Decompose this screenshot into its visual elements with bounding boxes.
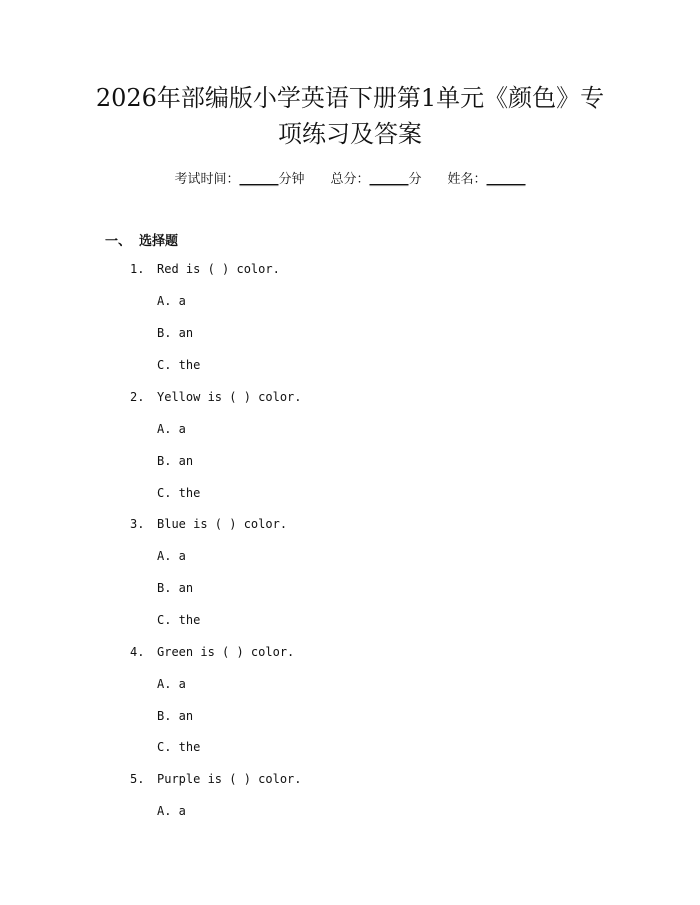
question-text: Red is ( ) color. xyxy=(157,262,280,276)
exam-time-unit: 分钟 xyxy=(278,172,305,187)
question-1 xyxy=(130,262,280,276)
student-name-blank: ______ xyxy=(486,172,526,187)
question-4-option-b: B. an xyxy=(157,709,194,723)
question-2 xyxy=(130,390,302,404)
question-3-option-b: B. an xyxy=(157,581,194,595)
question-4-option-a: A. a xyxy=(157,677,186,691)
question-3-option-a: A. a xyxy=(157,549,186,563)
total-score-unit: 分 xyxy=(408,172,422,187)
question-2-option-a: A. a xyxy=(157,422,186,436)
question-5 xyxy=(130,772,302,786)
question-number: 1. xyxy=(130,262,145,276)
question-1-option-c: C. the xyxy=(157,358,201,372)
question-number: 4. xyxy=(130,645,145,659)
section-title: 选择题 xyxy=(139,234,179,249)
exam-time-label: 考试时间： xyxy=(174,172,240,187)
question-number: 5. xyxy=(130,772,145,786)
student-name-label: 姓名： xyxy=(447,172,487,187)
document-title: 2026年部编版小学英语下册第1单元《颜色》专项练习及答案 xyxy=(95,84,605,148)
question-3-option-c: C. the xyxy=(157,613,201,627)
exam-time-blank: ______ xyxy=(239,172,279,187)
question-3 xyxy=(130,517,287,531)
question-2-option-b: B. an xyxy=(157,454,194,468)
total-score-label: 总分： xyxy=(330,172,370,187)
question-4 xyxy=(130,645,294,659)
question-5-option-a: A. a xyxy=(157,804,186,818)
question-1-option-b: B. an xyxy=(157,326,194,340)
question-text: Yellow is ( ) color. xyxy=(157,390,302,404)
total-score-blank: ______ xyxy=(369,172,409,187)
question-number: 3. xyxy=(130,517,145,531)
question-text: Blue is ( ) color. xyxy=(157,517,288,531)
question-text: Green is ( ) color. xyxy=(157,645,295,659)
question-1-option-a: A. a xyxy=(157,294,186,308)
section-heading xyxy=(105,230,178,249)
question-text: Purple is ( ) color. xyxy=(157,772,302,786)
section-number: 一、 xyxy=(105,234,132,249)
exam-info-line xyxy=(0,168,700,187)
question-4-option-c: C. the xyxy=(157,740,201,754)
question-number: 2. xyxy=(130,390,145,404)
question-2-option-c: C. the xyxy=(157,486,201,500)
